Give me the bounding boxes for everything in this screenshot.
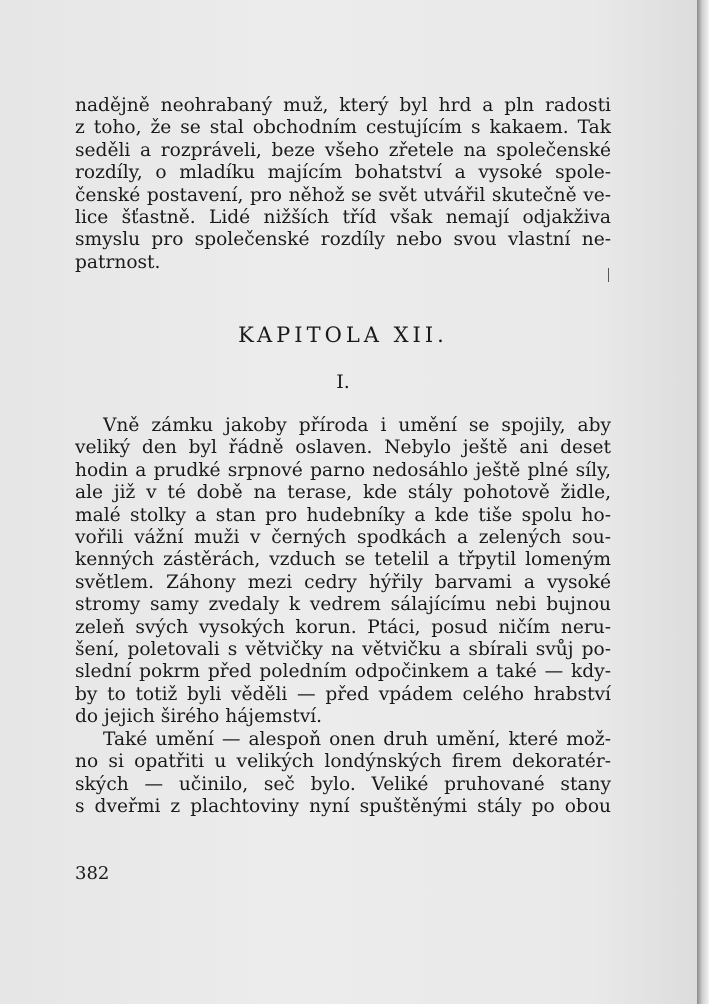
text-line: světlem. Záhony mezi cedry hýřily barvami a vysoké [75, 571, 611, 593]
text-line: s dveřmi z plachtoviny nyní spuštěnými stály po obou [75, 795, 611, 817]
text-line: hodin a prudké srpnové parno nedosáhlo ještě plné síly, [75, 459, 611, 481]
text-line: no si opatřiti u velikých londýnských firem dekoratér- [75, 751, 611, 773]
text-line: lice šťastně. Lidé nižších tříd však nemají odjakživa [75, 207, 611, 229]
text-line: do jejich širého hájemství. [75, 706, 323, 728]
text-line: rozdíly, o mladíku majícím bohatství a vysoké spole- [75, 162, 611, 184]
margin-mark [608, 268, 609, 282]
section-number: I. [336, 371, 350, 393]
text-line: by to totiž byli věděli — před vpádem celého hrabství [75, 683, 611, 705]
text-line: slední pokrm před poledním odpočinkem a také — kdy- [75, 661, 611, 683]
text-line: stromy samy zvedaly k vedrem sálajícímu nebi bujnou [75, 594, 611, 616]
text-line: seděli a rozpráveli, beze všeho zřetele na společenské [75, 139, 611, 161]
chapter-title: KAPITOLA XII. [238, 323, 448, 347]
text-line: Vně zámku jakoby příroda i umění se spojily, aby [103, 415, 611, 436]
text-line: ale již v té době na terase, kde stály pohotově židle, [75, 482, 611, 504]
text-line: malé stolky a stan pro hudebníky a kde tiše spolu ho- [75, 504, 611, 526]
text-line: nadějně neohrabaný muž, který byl hrd a pln radosti [75, 95, 611, 116]
text-line: vořili vážní muži v černých spodkách a zelených sou- [75, 527, 611, 549]
text-line: z toho, že se stal obchodním cestujícím s kakaem. Tak [75, 117, 611, 139]
top-paragraph [75, 95, 611, 274]
body-text [75, 415, 611, 818]
text-line: čenské postavení, pro něhož se svět utvářil skutečně ve- [75, 184, 611, 206]
page-edge-shadow [697, 0, 709, 1004]
text-line: patrnost. [75, 251, 161, 273]
text-line: veliký den byl řádně oslaven. Nebylo ještě ani deset [75, 437, 611, 459]
text-line: ských — učinilo, seč bylo. Veliké pruhované stany [75, 773, 611, 795]
text-line: Také umění — alespoň onen druh umění, které mož- [103, 728, 611, 750]
text-line: šení, poletovali s větvičky na větvičku a sbírali svůj po- [75, 639, 611, 661]
text-line: zeleň svých vysokých korun. Ptáci, posud ničím neru- [75, 616, 611, 638]
text-line: kenných zástěrách, vzduch se tetelil a třpytil lomeným [75, 549, 611, 571]
page-number: 382 [75, 863, 110, 884]
text-line: smyslu pro společenské rozdíly nebo svou vlastní ne- [75, 229, 611, 251]
